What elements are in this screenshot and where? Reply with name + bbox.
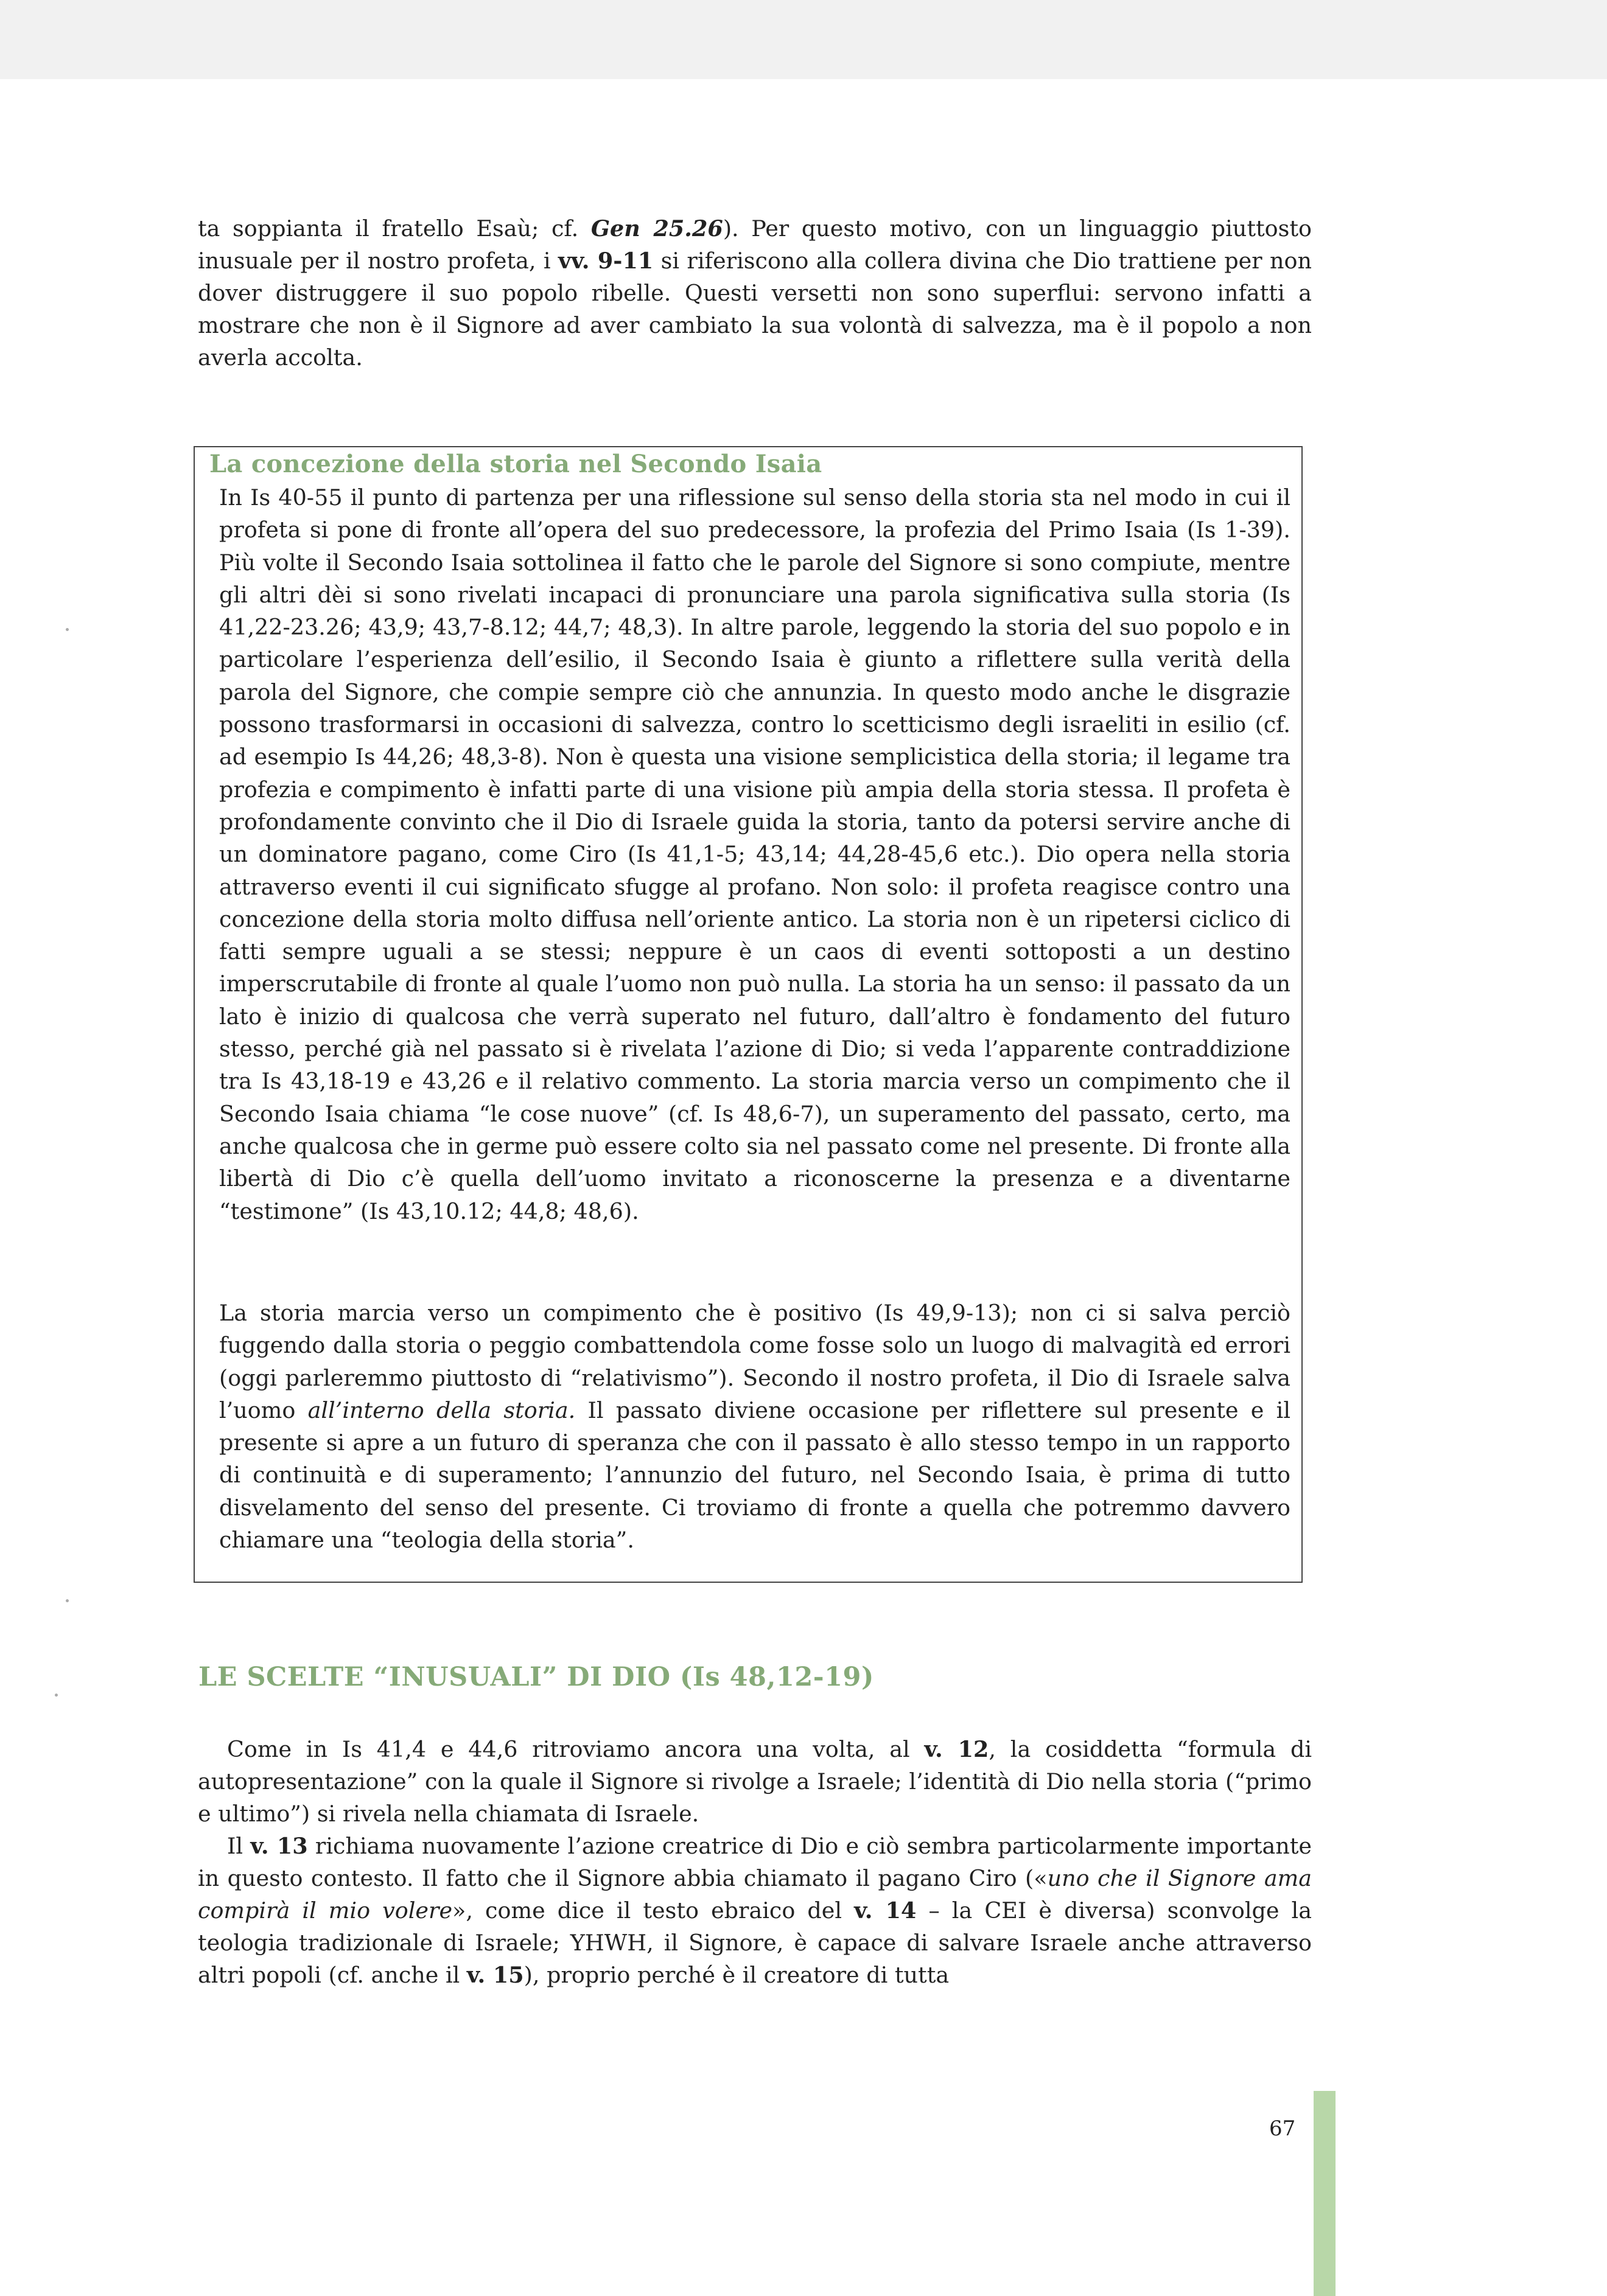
verse-reference: v. 15 — [466, 1962, 524, 1988]
box-title: La concezione della storia nel Secondo Isaia — [209, 450, 822, 478]
page-number: 67 — [1269, 2116, 1296, 2141]
section-paragraph-1: Come in Is 41,4 e 44,6 ritroviamo ancora una volta, al v. 12, la cosiddetta “formula di autopresentazione” con la quale il Signore si rivolge a Israele; l’identità di Dio nella storia (“primo e ultimo”) si rivela nella chiamata di Israele. — [198, 1736, 1312, 1827]
box-paragraph-2: La storia marcia verso un compimento che è positivo (Is 49,9-13); non ci si salva perciò fuggendo dalla storia o peggio combattendola come fosse solo un luogo di malvagità ed errori (oggi parleremmo piuttosto di “relativismo”). Secondo il nostro profeta, il Dio di Israele salva l’uomo all’interno della storia. Il passato diviene occasione per riflettere sul presente e il presente si apre a un futuro di speranza che con il passato è allo stesso tempo in un rapporto di continuità e di superamento; l’annunzio del futuro, nel Secondo Isaia, è prima di tutto disvelamento del senso del presente. Ci troviamo di fronte a quella che potremmo davvero chiamare una “teologia della storia”. — [219, 1300, 1291, 1554]
scan-speck — [55, 1694, 58, 1697]
scan-margin — [0, 0, 1607, 79]
section-paragraph-2: Il v. 13 richiama nuovamente l’azione creatrice di Dio e ciò sembra particolarmente importante in questo contesto. Il fatto che il Signore abbia chiamato il pagano Ciro («uno che il Signore ama compirà il mio volere», come dice il testo ebraico del v. 14 – la CEI è diversa) sconvolge la teologia tradizionale di Israele; YHWH, il Signore, è capace di salvare Israele anche attraverso altri popoli (cf. anche il v. 15), proprio perché è il creatore di tutta — [198, 1833, 1312, 1988]
verse-reference: vv. 9-11 — [558, 248, 654, 274]
page-edge-tab — [1314, 2091, 1336, 2296]
section-heading: LE SCELTE “INUSUALI” DI DIO (Is 48,12-19) — [198, 1662, 874, 1692]
box-paragraph-1: In Is 40-55 il punto di partenza per una riflessione sul senso della storia sta nel modo in cui il profeta si pone di fronte all’opera del suo predecessore, la profezia del Primo Isaia (Is 1-39). Più volte il Secondo Isaia sottolinea il fatto che le parole del Signore si sono compiute, mentre gli altri dèi si sono rivelati incapaci di pronunciare una parola significativa sulla storia (Is 41,22-23.26; 43,9; 43,7-8.12; 44,7; 48,3). In altre parole, leggendo la storia del suo popolo e in particolare l’esperienza dell’esilio, il Secondo Isaia è giunto a riflettere sulla verità della parola del Signore, che compie sempre ciò che annunzia. In questo modo anche le disgrazie possono trasformarsi in occasioni di salvezza, contro lo scetticismo degli israeliti in esilio (cf. ad esempio Is 44,26; 48,3-8). Non è questa una visione semplicistica della storia; il legame tra profezia e compimento è infatti parte di una visione più ampia della storia stessa. Il profeta è profondamente convinto che il Dio di Israele guida la storia, tanto da potersi servire anche di un dominatore pagano, come Ciro (Is 41,1-5; 43,14; 44,28-45,6 etc.). Dio opera nella storia attraverso eventi il cui significato sfugge al profano. Non solo: il profeta reagisce contro una concezione della storia molto diffusa nell’oriente antico. La storia non è un ripetersi ciclico di fatti sempre uguali a se stessi; neppure è un caos di eventi sottoposti a un destino imperscrutabile di fronte al quale l’uomo non può nulla. La storia ha un senso: il passato da un lato è inizio di qualcosa che verrà superato nel futuro, dall’altro è fondamento del futuro stesso, perché già nel passato si è rivelata l’azione di Dio; si veda l’apparente contraddizione tra Is 43,18-19 e 43,26 e il relativo commento. La storia marcia verso un compimento che il Secondo Isaia chiama “le cose nuove” (cf. Is 48,6-7), un superamento del passato, certo, ma anche qualcosa che in germe può essere colto sia nel passato come nel presente. Di fronte alla libertà di Dio c’è quella dell’uomo invitato a riconoscerne la presenza e a diventarne “testimone” (Is 43,10.12; 44,8; 48,6). — [219, 484, 1290, 1224]
intro-paragraph: ta soppianta il fratello Esaù; cf. Gen 25.26). Per questo motivo, con un linguaggio piuttosto inusuale per il nostro profeta, i vv. 9-11 si riferiscono alla collera divina che Dio trattiene per non dover distruggere il suo popolo ribelle. Questi versetti non sono superflui: servono infatti a mostrare che non è il Signore ad aver cambiato la sua volontà di salvezza, ma è il popolo a non averla accolta. — [198, 215, 1312, 371]
verse-reference: v. 14 — [854, 1897, 917, 1924]
verse-reference: v. 12 — [924, 1736, 989, 1762]
scan-speck — [66, 1599, 69, 1602]
bible-reference: Gen 25.26 — [590, 215, 723, 242]
scan-speck — [66, 628, 69, 631]
verse-reference: v. 13 — [250, 1833, 308, 1859]
